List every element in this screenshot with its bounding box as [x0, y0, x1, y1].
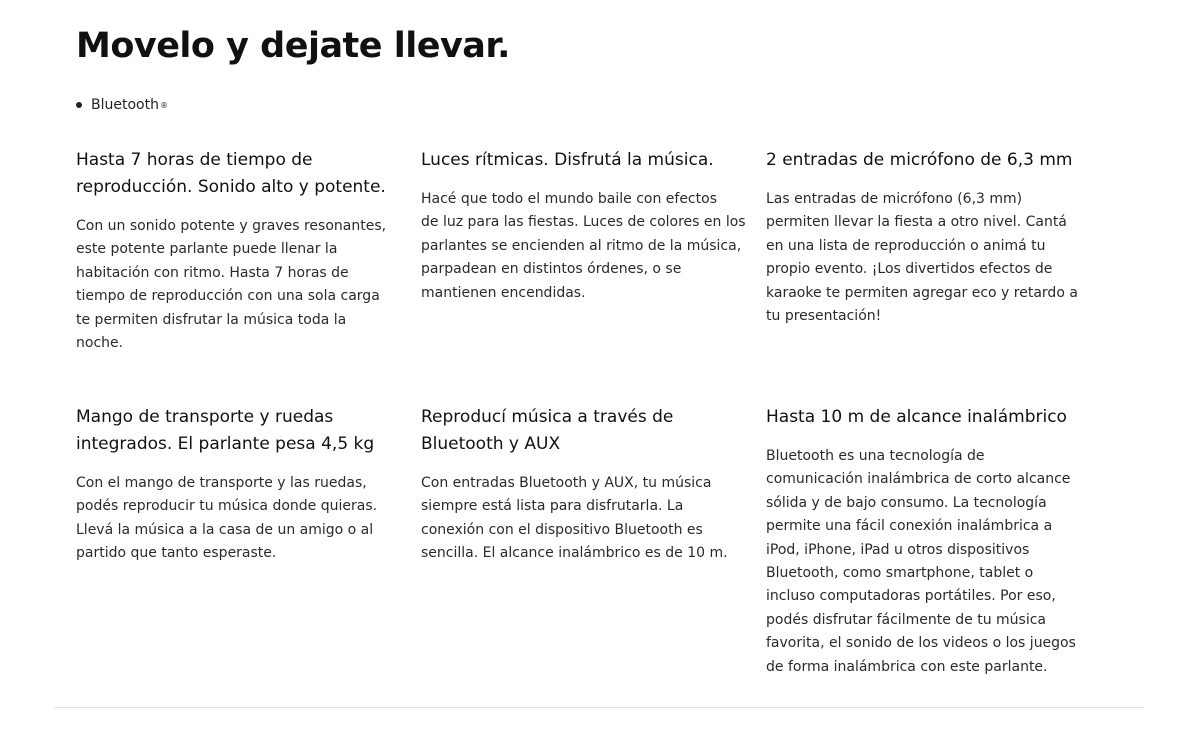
- feature-line: permite una fácil conexión inalámbrica a: [766, 518, 1053, 535]
- feature-line: de luz para las fiestas. Luces de colores en los: [421, 214, 746, 231]
- feature-line: favorita, el sonido de los videos o los juegos: [766, 635, 1076, 652]
- feature-line: sencilla. El alcance inalámbrico es de 10 m.: [421, 545, 728, 562]
- feature-handle-wheels: [76, 404, 406, 566]
- feature-title-line: Bluetooth y AUX: [421, 434, 561, 454]
- feature-description: [766, 188, 1106, 328]
- feature-line: Las entradas de micrófono (6,3 mm): [766, 191, 1023, 207]
- feature-description: [421, 188, 761, 305]
- feature-title: [76, 404, 406, 458]
- registered-mark: ®: [159, 100, 168, 110]
- feature-line: podés disfrutar fácilmente de tu música: [766, 611, 1046, 628]
- feature-line: siempre está lista para disfrutarla. La: [421, 498, 684, 515]
- feature-line: te permiten disfrutar la música toda la: [76, 311, 347, 328]
- feature-line: conexión con el dispositivo Bluetooth es: [421, 521, 703, 538]
- feature-line: comunicación inalámbrica de corto alcance: [766, 471, 1071, 488]
- feature-line: incluso computadoras portátiles. Por eso,: [766, 588, 1056, 605]
- feature-line: Bluetooth, como smartphone, tablet o: [766, 565, 1034, 582]
- bullet-icon: [76, 102, 82, 108]
- feature-title-line: Reproducí música a través de: [421, 407, 674, 427]
- feature-bluetooth-aux: [421, 404, 761, 566]
- feature-description: [766, 445, 1106, 679]
- feature-line: habitación con ritmo. Hasta 7 horas de: [76, 264, 349, 281]
- feature-line: propio evento. ¡Los divertidos efectos de: [766, 261, 1053, 278]
- feature-line: Con el mango de transporte y las ruedas,: [76, 475, 367, 491]
- feature-title: [421, 147, 761, 174]
- feature-line: Hacé que todo el mundo baile con efectos: [421, 191, 717, 207]
- feature-wireless-range: [766, 404, 1106, 679]
- feature-line: Llevá la música a la casa de un amigo o al: [76, 521, 374, 538]
- feature-line: parlantes se encienden al ritmo de la música,: [421, 237, 742, 254]
- feature-description: [76, 472, 406, 566]
- feature-lights: [421, 147, 761, 305]
- feature-title-line: Mango de transporte y ruedas: [76, 407, 334, 427]
- feature-title-line: Hasta 7 horas de tiempo de: [76, 150, 313, 170]
- bluetooth-tag-label: Bluetooth: [91, 97, 159, 113]
- feature-title-line: Hasta 10 m de alcance inalámbrico: [766, 407, 1067, 427]
- feature-line: sólida y de bajo consumo. La tecnología: [766, 494, 1047, 511]
- bluetooth-tag: [76, 97, 168, 113]
- feature-battery: [76, 147, 406, 355]
- feature-title: [766, 404, 1106, 431]
- feature-title-line: integrados. El parlante pesa 4,5 kg: [76, 434, 375, 454]
- feature-title: [766, 147, 1106, 174]
- feature-line: mantienen encendidas.: [421, 284, 586, 301]
- feature-line: permiten llevar la fiesta a otro nivel. Cantá: [766, 214, 1067, 231]
- feature-line: tiempo de reproducción con una sola carga: [76, 288, 380, 305]
- feature-title: [76, 147, 406, 201]
- feature-line: iPod, iPhone, iPad u otros dispositivos: [766, 541, 1030, 558]
- feature-line: Con entradas Bluetooth y AUX, tu música: [421, 475, 712, 491]
- feature-line: de forma inalámbrica con este parlante.: [766, 658, 1048, 675]
- feature-line: parpadean en distintos órdenes, o se: [421, 261, 682, 278]
- feature-description: [421, 472, 761, 566]
- feature-description: [76, 215, 406, 355]
- section-title: Movelo y dejate llevar.: [76, 26, 510, 66]
- feature-line: tu presentación!: [766, 308, 882, 325]
- feature-line: podés reproducir tu música donde quieras.: [76, 498, 378, 515]
- feature-line: partido que tanto esperaste.: [76, 545, 277, 562]
- feature-title-line: 2 entradas de micrófono de 6,3 mm: [766, 150, 1073, 170]
- feature-line: este potente parlante puede llenar la: [76, 241, 338, 258]
- feature-line: en una lista de reproducción o animá tu: [766, 237, 1046, 254]
- feature-title-line: reproducción. Sonido alto y potente.: [76, 177, 386, 197]
- feature-title-line: Luces rítmicas. Disfrutá la música.: [421, 150, 714, 170]
- feature-line: karaoke te permiten agregar eco y retardo a: [766, 284, 1078, 301]
- feature-line: noche.: [76, 335, 124, 352]
- feature-line: Bluetooth es una tecnología de: [766, 448, 985, 464]
- feature-microphone: [766, 147, 1106, 328]
- feature-title: [421, 404, 761, 458]
- bottom-divider: [54, 707, 1144, 708]
- feature-line: Con un sonido potente y graves resonantes,: [76, 218, 387, 234]
